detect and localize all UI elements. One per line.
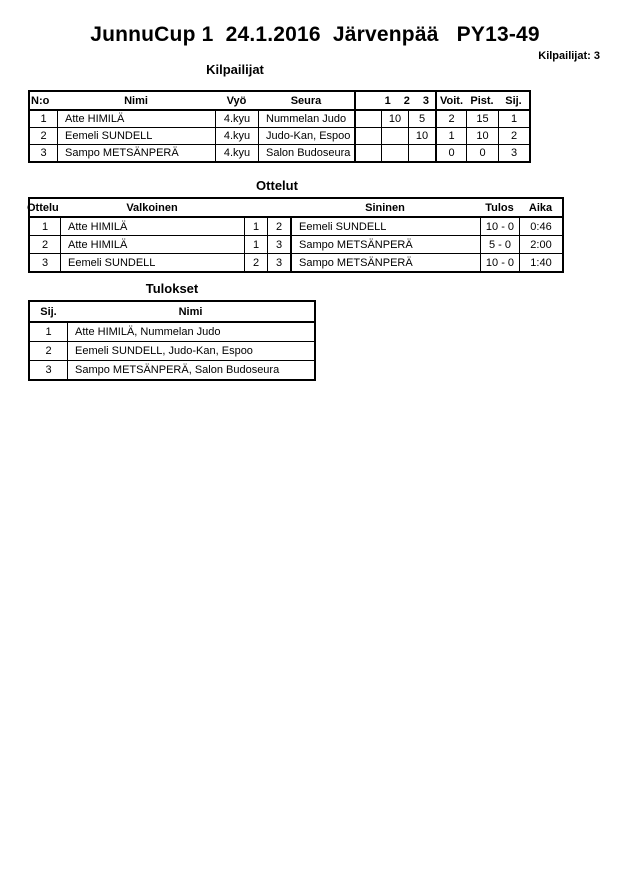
competitor-row bbox=[30, 111, 529, 127]
match-score-1 bbox=[354, 128, 381, 144]
column-header-seura: Seura bbox=[290, 94, 322, 107]
competitor-points: 10 bbox=[466, 128, 498, 144]
result-row bbox=[30, 360, 314, 379]
competitor-name: Eemeli SUNDELL bbox=[57, 128, 215, 144]
white-competitor-name: Eemeli SUNDELL bbox=[60, 254, 244, 271]
competitor-row bbox=[30, 144, 529, 161]
match-score-3: 5 bbox=[408, 111, 435, 127]
competitor-wins: 1 bbox=[435, 128, 466, 144]
result-row bbox=[30, 323, 314, 341]
column-header-match-1: 1 bbox=[384, 94, 391, 107]
competitor-points: 15 bbox=[466, 111, 498, 127]
section-heading-ottelut: Ottelut bbox=[256, 178, 298, 193]
match-score-3 bbox=[408, 145, 435, 161]
competitor-name: Atte HIMILÄ bbox=[57, 111, 215, 127]
competitor-number: 1 bbox=[40, 113, 47, 125]
result-rank: 1 bbox=[45, 326, 52, 338]
white-competitor-name: Atte HIMILÄ bbox=[60, 218, 244, 235]
column-header-vyo: Vyö bbox=[226, 94, 247, 107]
competitor-belt: 4.kyu bbox=[215, 145, 258, 161]
kilpailijat-table bbox=[28, 90, 531, 163]
blue-competitor-name: Sampo METSÄNPERÄ bbox=[290, 236, 480, 253]
result-name-club: Atte HIMILÄ, Nummelan Judo bbox=[67, 323, 314, 341]
result-rank: 2 bbox=[45, 345, 52, 357]
competitor-wins: 0 bbox=[435, 145, 466, 161]
competitor-rank: 2 bbox=[498, 128, 529, 144]
competitor-name: Sampo METSÄNPERÄ bbox=[57, 145, 215, 161]
ottelut-table bbox=[28, 197, 564, 273]
column-header-match-group bbox=[354, 92, 435, 109]
competitor-count-label: Kilpailijat: 3 bbox=[538, 50, 600, 62]
match-time: 0:46 bbox=[519, 218, 562, 235]
match-score-1 bbox=[354, 145, 381, 161]
match-number: 3 bbox=[41, 256, 49, 269]
tulokset-header-row bbox=[30, 302, 314, 323]
competitor-belt: 4.kyu bbox=[215, 128, 258, 144]
ottelut-header-row bbox=[27, 199, 562, 218]
blue-competitor-number: 3 bbox=[267, 254, 290, 271]
column-header-no: N:o bbox=[31, 94, 50, 107]
column-header-white-number bbox=[244, 199, 267, 216]
competitor-points: 0 bbox=[466, 145, 498, 161]
match-result: 10 - 0 bbox=[480, 254, 519, 271]
column-header-blue-number bbox=[267, 199, 290, 216]
blue-competitor-name: Eemeli SUNDELL bbox=[290, 218, 480, 235]
section-heading-kilpailijat: Kilpailijat bbox=[206, 62, 264, 77]
match-result: 5 - 0 bbox=[480, 236, 519, 253]
white-competitor-number: 2 bbox=[244, 254, 267, 271]
column-header-match-3: 3 bbox=[422, 94, 429, 107]
result-name-club: Sampo METSÄNPERÄ, Salon Budoseura bbox=[67, 361, 314, 379]
competitor-club: Judo-Kan, Espoo bbox=[258, 128, 354, 144]
blue-competitor-name: Sampo METSÄNPERÄ bbox=[290, 254, 480, 271]
column-header-valkoinen: Valkoinen bbox=[126, 201, 178, 214]
blue-competitor-number: 3 bbox=[267, 236, 290, 253]
competitor-belt: 4.kyu bbox=[215, 111, 258, 127]
match-number: 1 bbox=[41, 220, 49, 233]
match-score-3: 10 bbox=[408, 128, 435, 144]
match-time: 1:40 bbox=[519, 254, 562, 271]
blue-competitor-number: 2 bbox=[267, 218, 290, 235]
competitor-club: Salon Budoseura bbox=[258, 145, 354, 161]
competitor-wins: 2 bbox=[435, 111, 466, 127]
white-competitor-name: Atte HIMILÄ bbox=[60, 236, 244, 253]
match-time: 2:00 bbox=[519, 236, 562, 253]
match-score-2 bbox=[381, 128, 408, 144]
white-competitor-number: 1 bbox=[244, 236, 267, 253]
page-title: JunnuCup 1 24.1.2016 Järvenpää PY13-49 bbox=[90, 23, 540, 46]
match-score-1 bbox=[354, 111, 381, 127]
match-score-2: 10 bbox=[381, 111, 408, 127]
competitor-row bbox=[30, 127, 529, 144]
column-header-pist: Pist. bbox=[470, 94, 494, 107]
column-header-tulos: Tulos bbox=[485, 201, 514, 214]
column-header-sij: Sij. bbox=[505, 94, 522, 107]
match-score-2 bbox=[381, 145, 408, 161]
result-row bbox=[30, 341, 314, 360]
kilpailijat-header-row bbox=[30, 92, 529, 111]
result-rank: 3 bbox=[45, 364, 52, 376]
match-row bbox=[30, 235, 562, 253]
match-result: 10 - 0 bbox=[480, 218, 519, 235]
column-header-ottelu: Ottelu bbox=[27, 201, 59, 214]
tulokset-table bbox=[28, 300, 316, 381]
competitor-club: Nummelan Judo bbox=[258, 111, 354, 127]
column-header-nimi: Nimi bbox=[178, 305, 203, 318]
result-name-club: Eemeli SUNDELL, Judo-Kan, Espoo bbox=[67, 342, 314, 360]
column-header-match-2: 2 bbox=[403, 94, 410, 107]
match-number: 2 bbox=[41, 238, 49, 251]
competitor-rank: 3 bbox=[498, 145, 529, 161]
column-header-sininen: Sininen bbox=[365, 201, 405, 214]
competitor-number: 2 bbox=[40, 130, 47, 142]
white-competitor-number: 1 bbox=[244, 218, 267, 235]
match-row bbox=[30, 253, 562, 271]
column-header-nimi: Nimi bbox=[124, 94, 148, 107]
match-row bbox=[30, 218, 562, 235]
competitor-number: 3 bbox=[40, 147, 47, 159]
section-heading-tulokset: Tulokset bbox=[145, 281, 199, 296]
competitor-rank: 1 bbox=[498, 111, 529, 127]
column-header-sij: Sij. bbox=[40, 305, 57, 318]
column-header-voit: Voit. bbox=[435, 92, 466, 109]
column-header-aika: Aika bbox=[528, 201, 553, 214]
